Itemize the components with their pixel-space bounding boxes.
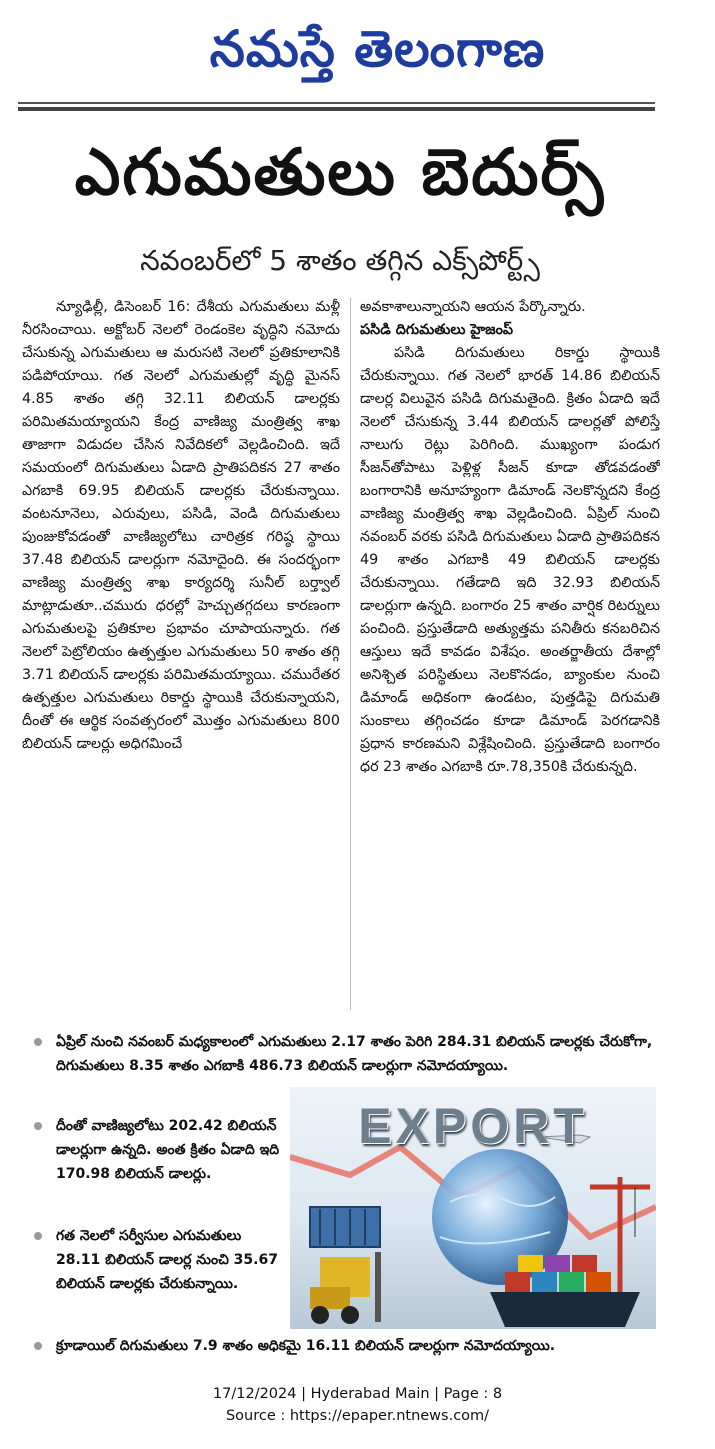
bullet-icon: [34, 1122, 42, 1130]
subheadline: నవంబర్‌లో 5 శాతం తగ్గిన ఎక్స్‌పోర్ట్స్: [140, 244, 540, 277]
divider-thin: [18, 102, 655, 104]
footer-date-edition: 17/12/2024 | Hyderabad Main | Page : 8: [212, 1386, 503, 1402]
bullet-item: [30, 1114, 284, 1186]
divider-thick: [18, 107, 655, 111]
column-divider: [350, 298, 351, 1010]
export-word: EXPORT: [358, 1098, 588, 1154]
footer-source: Source : https://epaper.ntnews.com/: [225, 1408, 490, 1424]
right-column: [360, 296, 660, 1016]
bullet-text: దీంతో వాణిజ్యలోటు 202.42 బిలియన్ డాలర్లుగా ఉన్నది. అంత క్రితం ఏడాది ఇది 170.98 బిలియన్ డాలర్లు.: [56, 1118, 280, 1182]
bullet-text: ఏప్రిల్ నుంచి నవంబర్ మధ్యకాలంలో ఎగుమతులు 2.17 శాతం పెరిగి 284.31 బిలియన్ డాలర్లకు చేరుకోగా, దిగుమతులు 8.35 శాతం ఎగబాకి 486.73 బిలియన్ డాలర్లుగా నమోదయ్యాయి.: [56, 1034, 653, 1074]
headline: ఎగుమతులు బెదుర్స్: [74, 136, 606, 210]
bullet-icon: [34, 1342, 42, 1350]
bullet-item: [30, 1334, 676, 1358]
left-column-paragraph: న్యూఢిల్లీ, డిసెంబర్ 16: దేశీయ ఎగుమతులు మళ్లీ నీరసించాయి. అక్టోబర్ నెలలో రెండంకెల వృద్ధిని నమోదు చేసుకున్న ఎగుమతులు ఆ మరుసటి నెలలో ప్రతికూలానికి పడిపోయాయి. గత నెలలో ఎగుమతుల్లో వృద్ధి మైనస్ 4.85 శాతం తగ్గి 32.11 బిలియన్ డాలర్లకు పరిమితమయ్యాయని కేంద్ర వాణిజ్య మంత్రిత్వ శాఖ తాజాగా విడుదల చేసిన నివేదికలో వెల్లడించింది. ఇదే సమయంలో దిగుమతులు ఏడాది ప్రాతిపదికన 27 శాతం ఎగబాకి 69.95 బిలియన్ డాలర్లకు చేరుకున్నాయి. వంటనూనెలు, ఎరువులు, పసిడి, వెండి దిగుమతులు పుంజుకోవడంతో వాణిజ్యలోటు చారిత్రక గరిష్ఠ స్థాయి 37.48 బిలియన్ డాలర్లుగా నమోదైంది. ఈ సందర్భంగా వాణిజ్య మంత్రిత్వ శాఖ కార్యదర్శి సునీల్ బర్త్వాల్ మాట్లాడుతూ..చమురు ధరల్లో హెచ్చుతగ్గదలు కారణంగా ఎగుమతులపై ప్రతికూల ప్రభావం చూపాయన్నారు. గత నెలలో పెట్రోలియం ఉత్పత్తుల ఎగుమతులు 50 శాతం తగ్గి 3.71 బిలియన్ డాలర్లకు పరిమితమయ్యాయి. చమురేతర ఉత్పత్తుల ఎగుమతులు రికార్డు స్థాయికి చేరుకున్నాయని, దీంతో ఈ ఆర్థిక సంవత్సరంలో మొత్తం ఎగుమతులు 800 బిలియన్ డాలర్లు అధిగమించే: [22, 299, 340, 752]
bullet-item: [30, 1224, 284, 1296]
newspaper-logo: నమస్తే తెలంగాణ: [209, 20, 546, 78]
bullet-item: [30, 1030, 656, 1078]
masthead: [0, 4, 715, 100]
bullet-icon: [34, 1232, 42, 1240]
section-heading: పసిడి దిగుమతులు హైజంప్: [360, 322, 514, 338]
right-column-paragraph: పసిడి దిగుమతులు రికార్డు స్థాయికి చేరుకున్నాయి. గత నెలలో భారత్ 14.86 బిలియన్ డాలర్ల విలువైన పసిడి దిగుమతైంది. క్రితం ఏడాది ఇదే నెలలో చేసుకున్న 3.44 బిలియన్ డాలర్లతో పోలిస్తే నాలుగు రెట్లు పెరిగింది. ముఖ్యంగా పండుగ సీజన్‌తోపాటు పెళ్లిళ్ల సీజన్ కూడా తోడవడంతో బంగారానికి అనూహ్యంగా డిమాండ్ నెలకొన్నదని కేంద్ర వాణిజ్య మంత్రిత్వ శాఖ వెల్లడించింది. ఏప్రిల్ నుంచి నవంబర్ వరకు పసిడి దిగుమతులు ఏడాది ప్రాతిపదికన 49 శాతం ఎగబాకి 49 బిలియన్ డాలర్లకు చేరుకున్నాయి. గతేడాది ఇది 32.93 బిలియన్ డాలర్లుగా ఉన్నది. బంగారం 25 శాతం వార్షిక రిటర్నులు పంచింది. ప్రస్తుతేడాది అత్యుత్తమ పనితీరు కనబరిచిన ఆస్తులు ఇదే కావడం విశేషం. అంతర్జాతీయ దేశాల్లో అనిశ్చిత పరిస్థితులు నెలకొనడం, బ్యాంకుల నుంచి డిమాండ్ అధికంగా ఉండటం, పుత్తడిపై దిగుమతి సుంకాలు తగ్గించడం కూడా డిమాండ్ పెరగడానికి ప్రధాన కారణమని విశ్లేషించింది. ప్రస్తుతేడాది బంగారం ధర 23 శాతం ఎగబాకి రూ.78,350కి చేరుకున్నది.: [360, 345, 660, 775]
export-illustration: [290, 1087, 656, 1329]
bullet-text: గత నెలలో సర్వీసుల ఎగుమతులు 28.11 బిలియన్ డాలర్ల నుంచి 35.67 బిలియన్ డాలర్లకు చేరుకున్నాయి.: [56, 1228, 278, 1292]
left-column: [22, 296, 340, 1016]
bullet-icon: [34, 1038, 42, 1046]
bullet-text: క్రూడాయిల్ దిగుమతులు 7.9 శాతం అధికమై 16.11 బిలియన్ డాలర్లుగా నమోదయ్యాయి.: [56, 1338, 556, 1354]
right-column-intro: అవకాశాలున్నాయని ఆయన పేర్కొన్నారు.: [360, 299, 586, 315]
